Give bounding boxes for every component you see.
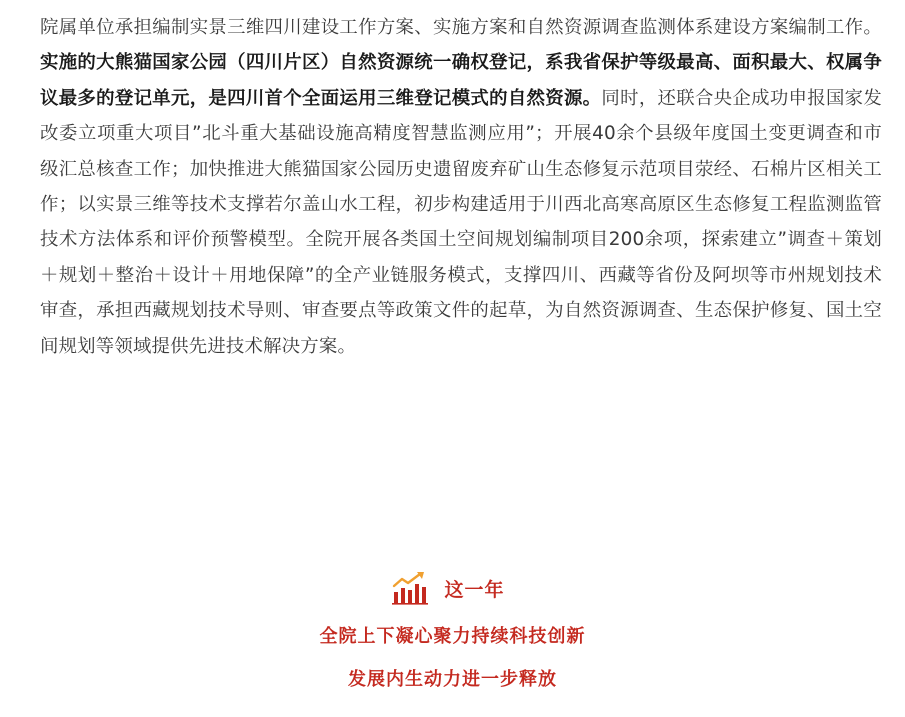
article-text-intro: 院属单位承担编制实景三维四川建设工作方案、实施方案和自然资源调查监测体系建设方案编制工作。 bbox=[40, 17, 882, 38]
bar-chart-trend-icon bbox=[390, 570, 430, 606]
section-header-inner bbox=[390, 570, 504, 606]
section-title: 这一年 bbox=[444, 578, 505, 601]
article-text-body: 同时，还联合央企成功申报国家发改委立项重大项目”北斗重大基础设施高精度智慧监测应用”；开展40余个县级年度国土变更调查和市级汇总核查工作；加快推进大熊猫国家公园历史遗留废弃矿山生态修复示范项目荥经、石棉片区相关工作；以实景三维等技术支撑若尔盖山水工程，初步构建适用于川西北高寒高原区生态修复工程监测监管技术方法体系和评价预警模型。全院开展各类国土空间规划编制项目200余项，探索建立”调查＋策划＋规划＋整治＋设计＋用地保障”的全产业链服务模式，支撑四川、西藏等省份及阿坝等市州规划技术审查，承担西藏规划技术导则、审查要点等政策文件的起草，为自然资源调查、生态保护修复、国土空间规划等领域提供先进技术解决方案。 bbox=[40, 87, 882, 357]
article-paragraph bbox=[40, 10, 882, 364]
article-text-highlight: 实施的大熊猫国家公园（四川片区）自然资源统一确权登记，系我省保护等级最高、面积最大、权属争议最多的登记单元，是四川首个全面运用三维登记模式的自然资源。 bbox=[40, 52, 882, 109]
section-subtitle-line1: 全院上下凝心聚力持续科技创新 bbox=[319, 626, 586, 647]
section-header bbox=[0, 570, 905, 606]
section-subtitle-line2: 发展内生动力进一步释放 bbox=[348, 669, 557, 690]
